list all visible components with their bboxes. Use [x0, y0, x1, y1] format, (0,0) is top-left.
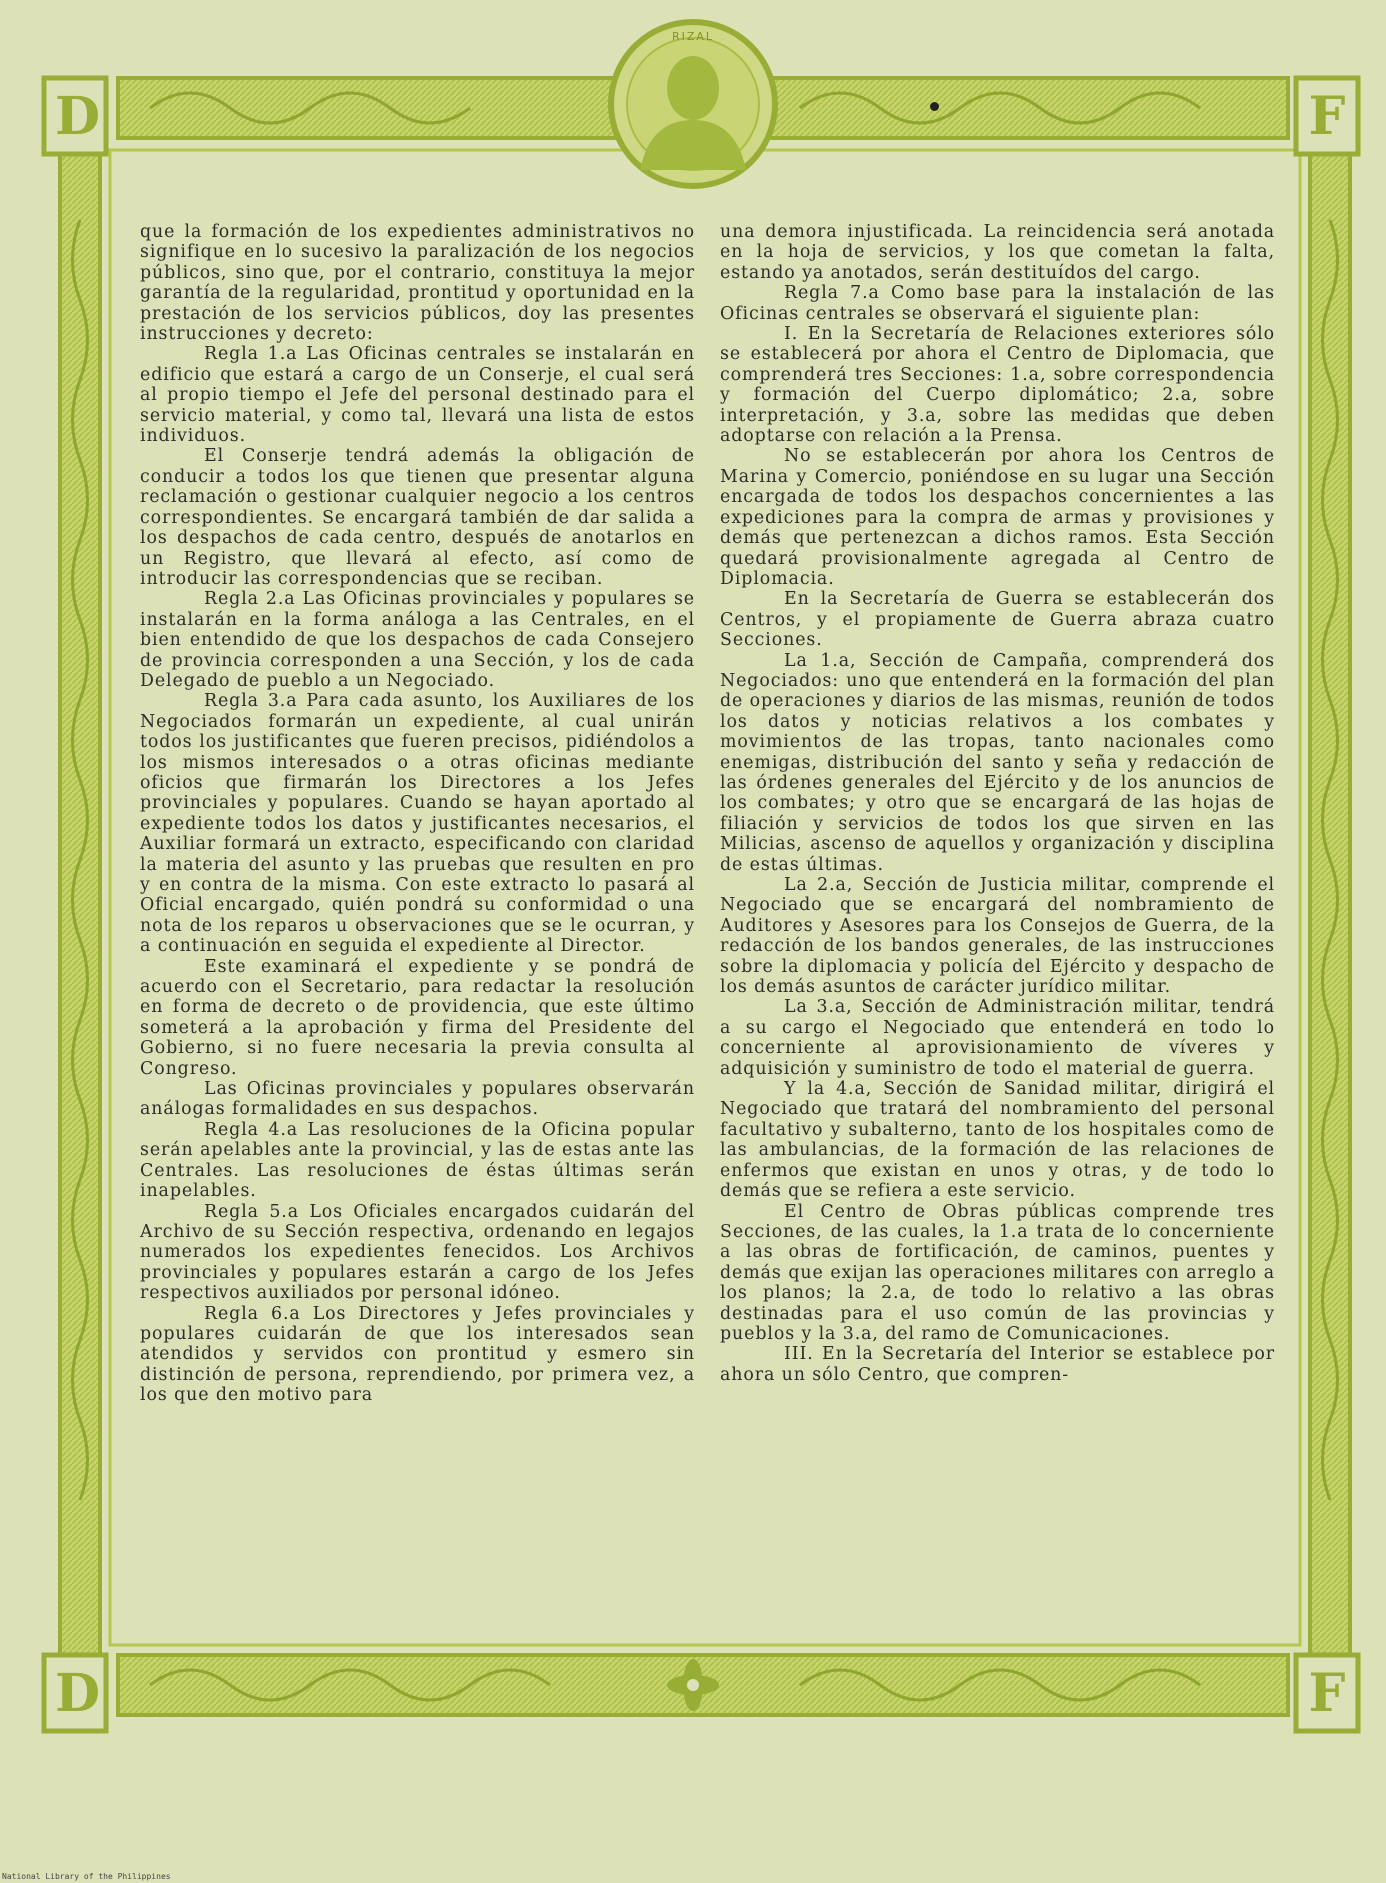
left-column	[140, 222, 695, 1406]
paragraph: El Conserje tendrá además la obligación de conducir a todos los que tienen que presentar alguna reclamación o gestionar cualquier negocio a los centros correspondientes. Se encargará también de dar salida a los despachos de cada centro, después de anotarlos en un Registro, que llevará al efecto, así como de introducir las correspondencias que se reciban.	[140, 446, 695, 589]
paragraph: En la Secretaría de Guerra se establecerán dos Centros, y el propiamente de Guerra abraza cuatro Secciones.	[720, 589, 1275, 651]
corner-letter-top-left: D	[55, 86, 101, 147]
paragraph: que la formación de los expedientes administrativos no signifique en lo sucesivo la paralización de los negocios públicos, sino que, por el contrario, constituya la mejor garantía de la regularidad, prontitud y oportunidad en la prestación de los servicios públicos, doy las presentes instrucciones y decreto:	[140, 222, 695, 345]
paragraph: El Centro de Obras públicas comprende tres Secciones, de las cuales, la 1.a trata de lo concerniente a las obras de fortificación, de caminos, puentes y demás que exijan las operaciones militares con arreglo a los planos; la 2.a, de todo lo relativo a las obras destinadas para el uso común de las provincias y pueblos y la 3.a, del ramo de Comunicaciones.	[720, 1201, 1275, 1344]
paragraph: La 2.a, Sección de Justicia militar, comprende el Negociado que se encargará del nombramiento de Auditores y Asesores para los Consejos de Guerra, de la redacción de los bandos generales, de las instrucciones sobre la diplomacia y policía del Ejército y despacho de los demás asuntos de carácter jurídico militar.	[720, 875, 1275, 998]
paragraph: III. En la Secretaría del Interior se establece por ahora un sólo Centro, que compren-	[720, 1344, 1275, 1385]
paragraph: una demora injustificada. La reincidencia será anotada en la hoja de servicios, y los que cometan la falta, estando ya anotados, serán destituídos del cargo.	[720, 222, 1275, 283]
paragraph: Regla 5.a Los Oficiales encargados cuidarán del Archivo de su Sección respectiva, ordenando en legajos numerados los expedientes fenecidos. Los Archivos provinciales y populares estarán a cargo de los Jefes respectivos auxiliados por personal idóneo.	[140, 1201, 695, 1304]
corner-letter-top-right: F	[1308, 86, 1346, 147]
paragraph: I. En la Secretaría de Relaciones exteriores sólo se establecerá por ahora el Centro de Diplomacia, que comprenderá tres Secciones: 1.a, sobre correspondencia y formación del Cuerpo diplomático; 2.a, sobre interpretación, y 3.a, sobre las medidas que deben adoptarse con relación a la Prensa.	[720, 324, 1275, 447]
paragraph: Y la 4.a, Sección de Sanidad militar, dirigirá el Negociado que tratará del nombramiento del personal facultativo y subalterno, tanto de los hospitales como de las ambulancias, de la formación de las relaciones de enfermos que existan en unos y otras, y de todo lo demás que se refiera a este servicio.	[720, 1079, 1275, 1202]
footer-credit: National Library of the Philippines	[2, 1872, 171, 1881]
paragraph: Regla 4.a Las resoluciones de la Oficina popular serán apelables ante la provincial, y las de estas ante las Centrales. Las resoluciones de éstas últimas serán inapelables.	[140, 1119, 695, 1202]
paragraph: La 1.a, Sección de Campaña, comprenderá dos Negociados: uno que entenderá en la formación del plan de operaciones y diarios de las mismas, reunión de todos los datos y noticias relativos a los combates y movimientos de las tropas, tanto nacionales como enemigas, distribución del santo y seña y redacción de las órdenes generales del Ejército y de los anuncios de los combates; y otro que se encargará de las hojas de filiación y servicios de todos los que sirven en las Milicias, ascenso de aquellos y organización y disciplina de estas últimas.	[720, 650, 1275, 875]
paragraph: Este examinará el expediente y se pondrá de acuerdo con el Secretario, para redactar la resolución en forma de decreto o de providencia, que este último someterá a la aprobación y firma del Presidente del Gobierno, si no fuere necesaria la previa consulta al Congreso.	[140, 956, 695, 1079]
corner-letter-bottom-right: F	[1308, 1663, 1346, 1724]
paragraph: Regla 7.a Como base para la instalación de las Oficinas centrales se observará el siguiente plan:	[720, 283, 1275, 324]
ink-spot	[930, 102, 939, 111]
corner-letter-bottom-left: D	[55, 1663, 101, 1724]
paragraph: Las Oficinas provinciales y populares observarán análogas formalidades en sus despachos.	[140, 1079, 695, 1120]
right-column	[720, 222, 1275, 1385]
paragraph: Regla 6.a Los Directores y Jefes provinciales y populares cuidarán de que los interesados sean atendidos y servidos con prontitud y esmero sin distinción de persona, reprendiendo, por primera vez, a los que den motivo para	[140, 1303, 695, 1406]
paragraph: La 3.a, Sección de Administración militar, tendrá a su cargo el Negociado que entenderá en todo lo concerniente al aprovisionamiento de víveres y adquisición y suministro de todo el material de guerra.	[720, 997, 1275, 1079]
paragraph: Regla 2.a Las Oficinas provinciales y populares se instalarán en la forma análoga a las Centrales, en el bien entendido de que los despachos de cada Consejero de provincia corresponden a una Sección, y los de cada Delegado de pueblo a un Negociado.	[140, 589, 695, 691]
paragraph: Regla 1.a Las Oficinas centrales se instalarán en edificio que estará a cargo de un Conserje, el cual será al propio tiempo el Jefe del personal destinado para el servicio material, y como tal, llevará una lista de estos individuos.	[140, 344, 695, 447]
paragraph: Regla 3.a Para cada asunto, los Auxiliares de los Negociados formarán un expediente, al cual unirán todos los justificantes que fueren precisos, pidiéndolos a los mismos interesados o a otras oficinas mediante oficios que firmarán los Directores a los Jefes provinciales y populares. Cuando se hayan aportado al expediente todos los datos y justificantes necesarios, el Auxiliar formará un extracto, especificando con claridad la materia del asunto y las pruebas que resulten en pro y en contra de la misma. Con este extracto lo pasará al Oficial encargado, quién pondrá su conformidad o una nota de los reparos u observaciones que se le ocurran, y a continuación en seguida el expediente al Director.	[140, 691, 695, 957]
medallion-label: RIZAL	[671, 30, 715, 43]
paragraph: No se establecerán por ahora los Centros de Marina y Comercio, poniéndose en su lugar una Sección encargada de todos los despachos concernientes a las expediciones para la compra de armas y provisiones y demás que pertenezcan a dichos ramos. Esta Sección quedará provisionalmente agregada al Centro de Diplomacia.	[720, 446, 1275, 589]
